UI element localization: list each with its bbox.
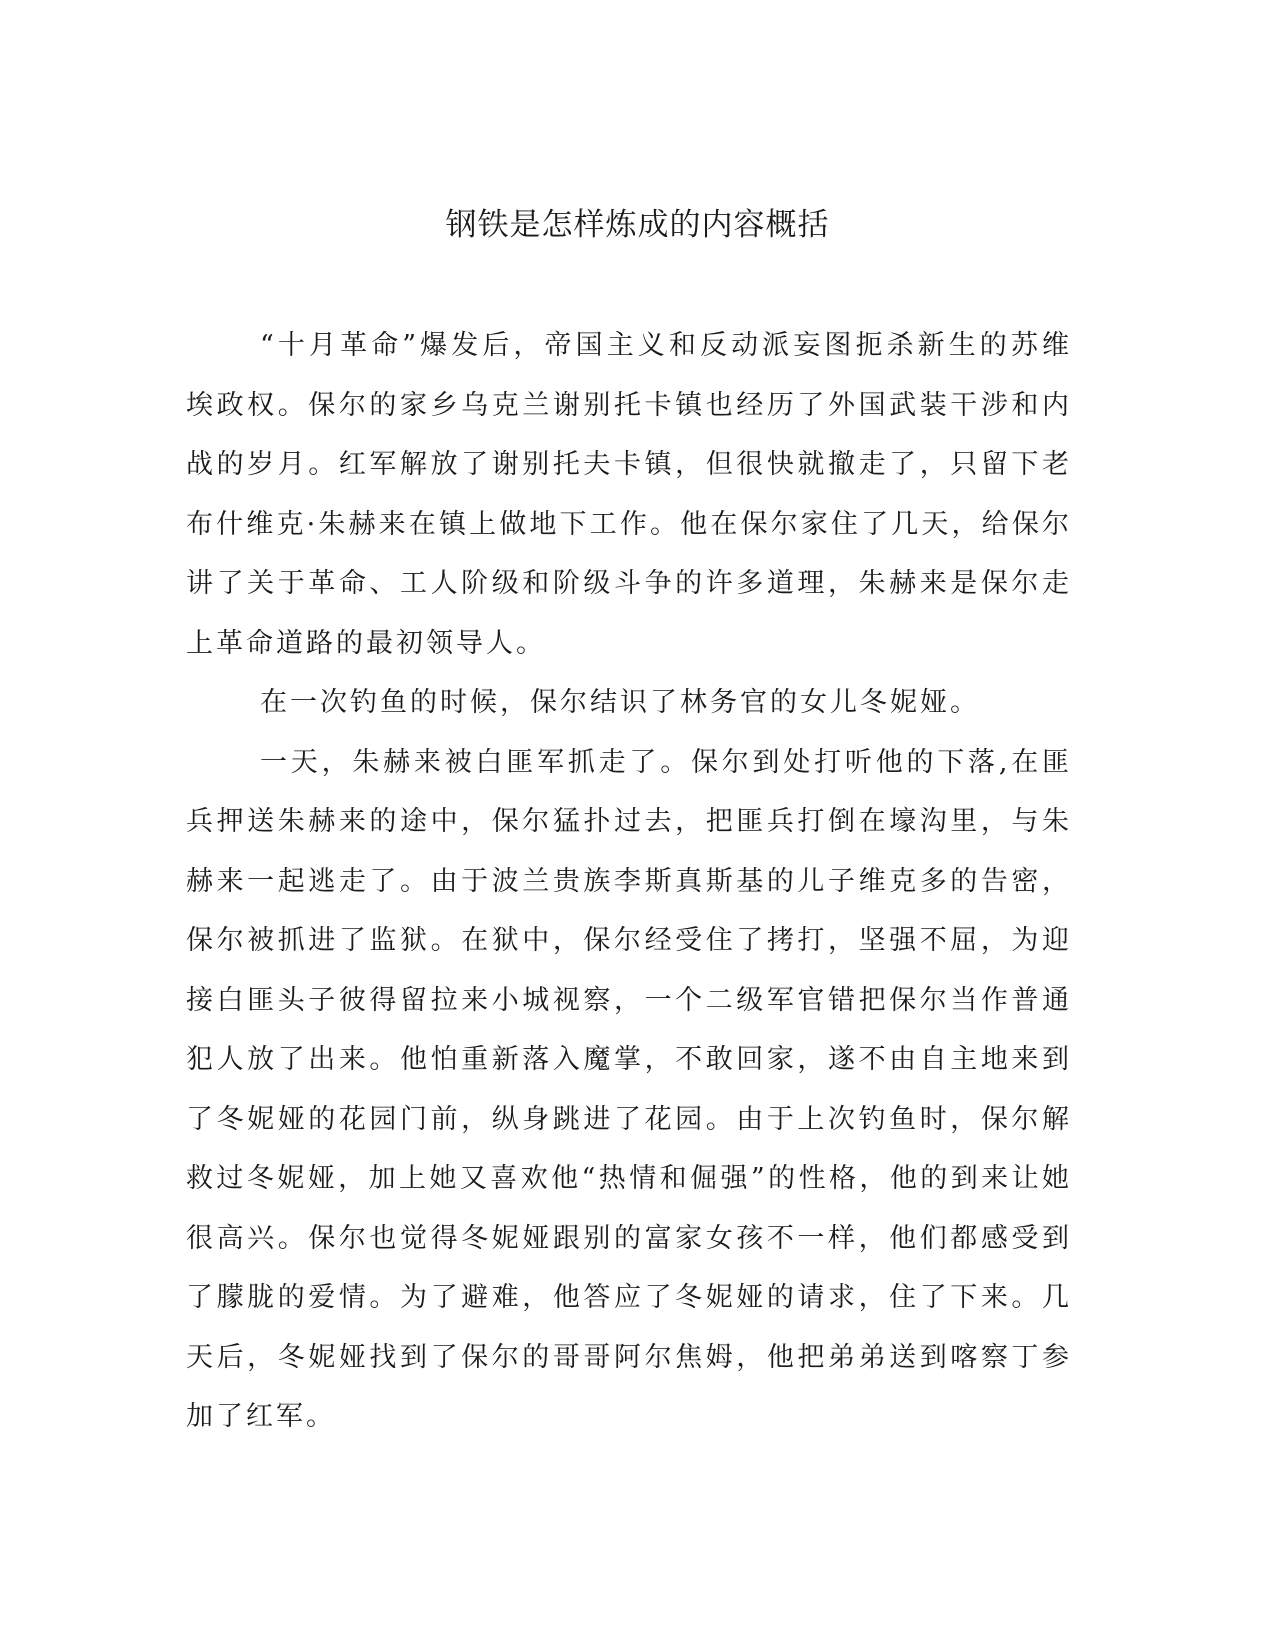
paragraph-2: 在一次钓鱼的时候，保尔结识了林务官的女儿冬妮娅。 [260, 687, 980, 718]
document-body [186, 316, 1072, 1447]
paragraph-1: “十月革命”爆发后，帝国主义和反动派妄图扼杀新生的苏维埃政权。保尔的家乡乌克兰谢别托卡镇也经历了外国武装干涉和内战的岁月。红军解放了谢别托夫卡镇，但很快就撤走了，只留下老布什维克·朱赫来在镇上做地下工作。他在保尔家住了几天，给保尔讲了关于革命、工人阶级和阶级斗争的许多道理，朱赫来是保尔走上革命道路的最初领导人。 [186, 330, 1072, 659]
paragraph-3: 一天，朱赫来被白匪军抓走了。保尔到处打听他的下落,在匪兵押送朱赫来的途中，保尔猛扑过去，把匪兵打倒在壕沟里，与朱赫来一起逃走了。由于波兰贵族李斯真斯基的儿子维克多的告密，保尔被抓进了监狱。在狱中，保尔经受住了拷打，坚强不屈，为迎接白匪头子彼得留拉来小城视察，一个二级军官错把保尔当作普通犯人放了出来。他怕重新落入魔掌，不敢回家，遂不由自主地来到了冬妮娅的花园门前，纵身跳进了花园。由于上次钓鱼时，保尔解救过冬妮娅，加上她又喜欢他“热情和倔强”的性格，他的到来让她很高兴。保尔也觉得冬妮娅跟别的富家女孩不一样，他们都感受到了朦胧的爱情。为了避难，他答应了冬妮娅的请求，住了下来。几天后，冬妮娅找到了保尔的哥哥阿尔焦姆，他把弟弟送到喀察丁参加了红军。 [186, 746, 1072, 1432]
document-title: 钢铁是怎样炼成的内容概括 [445, 207, 830, 243]
